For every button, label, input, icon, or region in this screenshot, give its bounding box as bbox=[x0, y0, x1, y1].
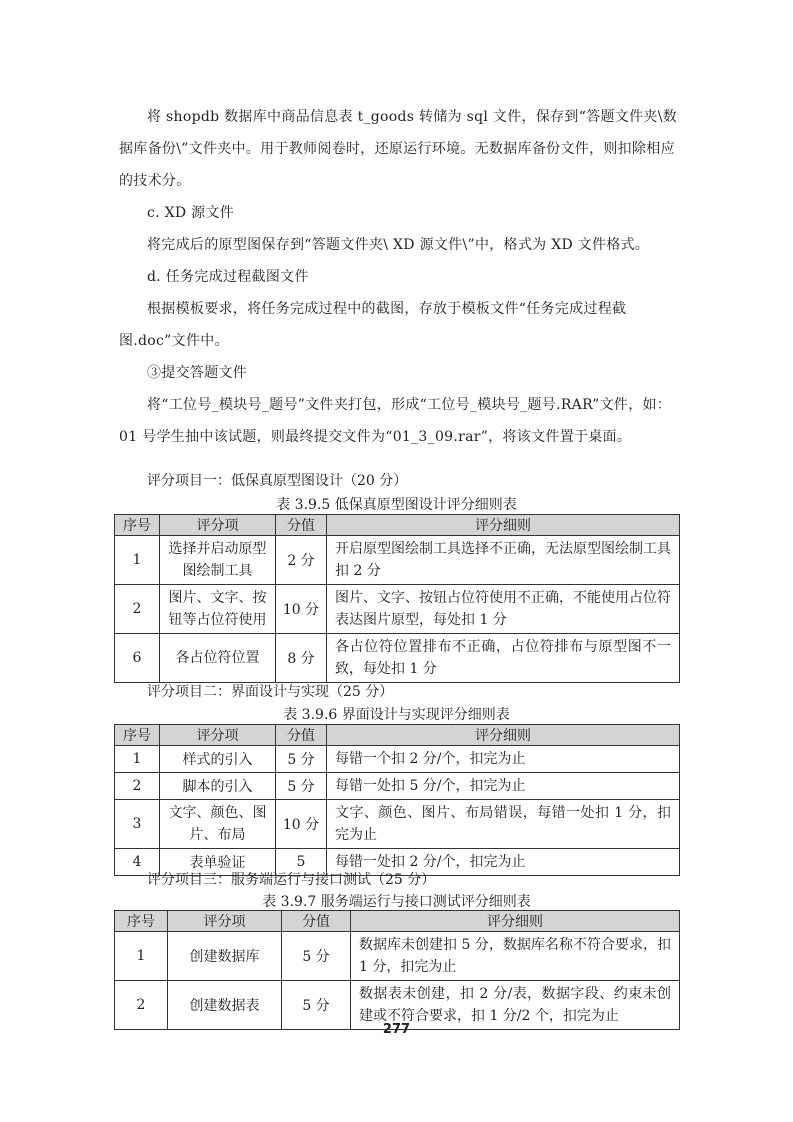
table-row bbox=[115, 746, 680, 773]
heading-submit: ③提交答题文件 bbox=[147, 365, 248, 381]
scoring-table-1 bbox=[114, 514, 680, 683]
cell-item: 文字、颜色、图片、布局 bbox=[160, 800, 276, 849]
cell-no: 2 bbox=[115, 773, 160, 800]
scoring-table-2 bbox=[114, 724, 680, 876]
table-header-row bbox=[115, 515, 680, 536]
cell-detail: 每错一处扣 5 分/个，扣完为止 bbox=[327, 773, 680, 800]
header-no: 序号 bbox=[115, 515, 160, 536]
cell-detail: 文字、颜色、图片、布局错误，每错一处扣 1 分，扣完为止 bbox=[327, 800, 680, 849]
table-header-row bbox=[115, 911, 680, 932]
cell-detail: 每错一个扣 2 分/个，扣完为止 bbox=[327, 746, 680, 773]
cell-no: 6 bbox=[115, 634, 160, 683]
header-no: 序号 bbox=[115, 911, 168, 932]
heading-xd-source: c. XD 源文件 bbox=[147, 205, 235, 221]
cell-detail: 开启原型图绘制工具选择不正确，无法原型图绘制工具扣 2 分 bbox=[327, 536, 680, 585]
cell-no: 1 bbox=[115, 932, 168, 981]
cell-score: 2 分 bbox=[276, 536, 327, 585]
cell-score: 8 分 bbox=[276, 634, 327, 683]
section3-table-title: 表 3.9.7 服务端运行与接口测试评分细则表 bbox=[262, 894, 531, 910]
cell-score: 5 分 bbox=[276, 746, 327, 773]
cell-detail: 数据库未创建扣 5 分，数据库名称不符合要求，扣 1 分，扣完为止 bbox=[351, 932, 680, 981]
cell-item: 创建数据库 bbox=[168, 932, 282, 981]
header-score: 分值 bbox=[276, 515, 327, 536]
cell-item: 样式的引入 bbox=[160, 746, 276, 773]
table-row bbox=[115, 800, 680, 849]
cell-no: 2 bbox=[115, 585, 160, 634]
paragraph-backup: 将 shopdb 数据库中商品信息表 t_goods 转储为 sql 文件，保存到“答题文件夹\数据库备份\”文件夹中。用于教师阅卷时，还原运行环境。无数据库备份文件，则扣除相应的技术分。 bbox=[119, 109, 678, 189]
page-number: 277 bbox=[382, 1022, 411, 1037]
section1-table-title: 表 3.9.5 低保真原型图设计评分细则表 bbox=[276, 497, 517, 513]
header-item: 评分项 bbox=[160, 515, 276, 536]
cell-score: 10 分 bbox=[276, 585, 327, 634]
cell-score: 5 分 bbox=[276, 773, 327, 800]
header-detail: 评分细则 bbox=[351, 911, 680, 932]
cell-score: 5 分 bbox=[282, 932, 351, 981]
table-row bbox=[115, 585, 680, 634]
table-row bbox=[115, 634, 680, 683]
paragraph-xd-source: 将完成后的原型图保存到“答题文件夹\ XD 源文件\”中，格式为 XD 文件格式。 bbox=[147, 237, 650, 253]
header-score: 分值 bbox=[282, 911, 351, 932]
header-item: 评分项 bbox=[168, 911, 282, 932]
cell-detail: 数据表未创建，扣 2 分/表，数据字段、约束未创建或不符合要求，扣 1 分/2 个，扣完为止 bbox=[351, 981, 680, 1030]
scoring-table-3 bbox=[114, 910, 680, 1030]
cell-score: 5 bbox=[276, 849, 327, 876]
table-header-row bbox=[115, 725, 680, 746]
paragraph-submit: 将“工位号_模块号_题号”文件夹打包，形成“工位号_模块号_题号.RAR”文件，如：01 号学生抽中该试题，则最终提交文件为“01_3_09.rar”，将该文件置于桌面。 bbox=[119, 397, 672, 445]
cell-no: 1 bbox=[115, 536, 160, 585]
cell-no: 3 bbox=[115, 800, 160, 849]
cell-item: 选择并启动原型图绘制工具 bbox=[160, 536, 276, 585]
header-detail: 评分细则 bbox=[327, 515, 680, 536]
cell-item: 创建数据表 bbox=[168, 981, 282, 1030]
heading-screenshots: d. 任务完成过程截图文件 bbox=[147, 269, 309, 285]
header-item: 评分项 bbox=[160, 725, 276, 746]
header-detail: 评分细则 bbox=[327, 725, 680, 746]
cell-item: 图片、文字、按钮等占位符使用 bbox=[160, 585, 276, 634]
section1-caption: 评分项目一：低保真原型图设计（20 分） bbox=[147, 473, 408, 489]
table-row bbox=[115, 536, 680, 585]
cell-detail: 每错一处扣 2 分/个，扣完为止 bbox=[327, 849, 680, 876]
cell-no: 4 bbox=[115, 849, 160, 876]
table-row bbox=[115, 932, 680, 981]
cell-item: 脚本的引入 bbox=[160, 773, 276, 800]
cell-item: 各占位符位置 bbox=[160, 634, 276, 683]
paragraph-screenshots: 根据模板要求，将任务完成过程中的截图，存放于模板文件“任务完成过程截图.doc”文件中。 bbox=[119, 301, 627, 349]
header-no: 序号 bbox=[115, 725, 160, 746]
cell-no: 1 bbox=[115, 746, 160, 773]
cell-score: 5 分 bbox=[282, 981, 351, 1030]
table-row bbox=[115, 773, 680, 800]
cell-item: 表单验证 bbox=[160, 849, 276, 876]
cell-detail: 各占位符位置排布不正确，占位符排布与原型图不一致，每处扣 1 分 bbox=[327, 634, 680, 683]
section3-caption: 评分项目三：服务端运行与接口测试（25 分） bbox=[147, 872, 436, 888]
section2-caption: 评分项目二：界面设计与实现（25 分） bbox=[147, 684, 394, 700]
cell-detail: 图片、文字、按钮占位符使用不正确，不能使用占位符表达图片原型，每处扣 1 分 bbox=[327, 585, 680, 634]
header-score: 分值 bbox=[276, 725, 327, 746]
cell-score: 10 分 bbox=[276, 800, 327, 849]
section2-table-title: 表 3.9.6 界面设计与实现评分细则表 bbox=[283, 707, 510, 723]
cell-no: 2 bbox=[115, 981, 168, 1030]
